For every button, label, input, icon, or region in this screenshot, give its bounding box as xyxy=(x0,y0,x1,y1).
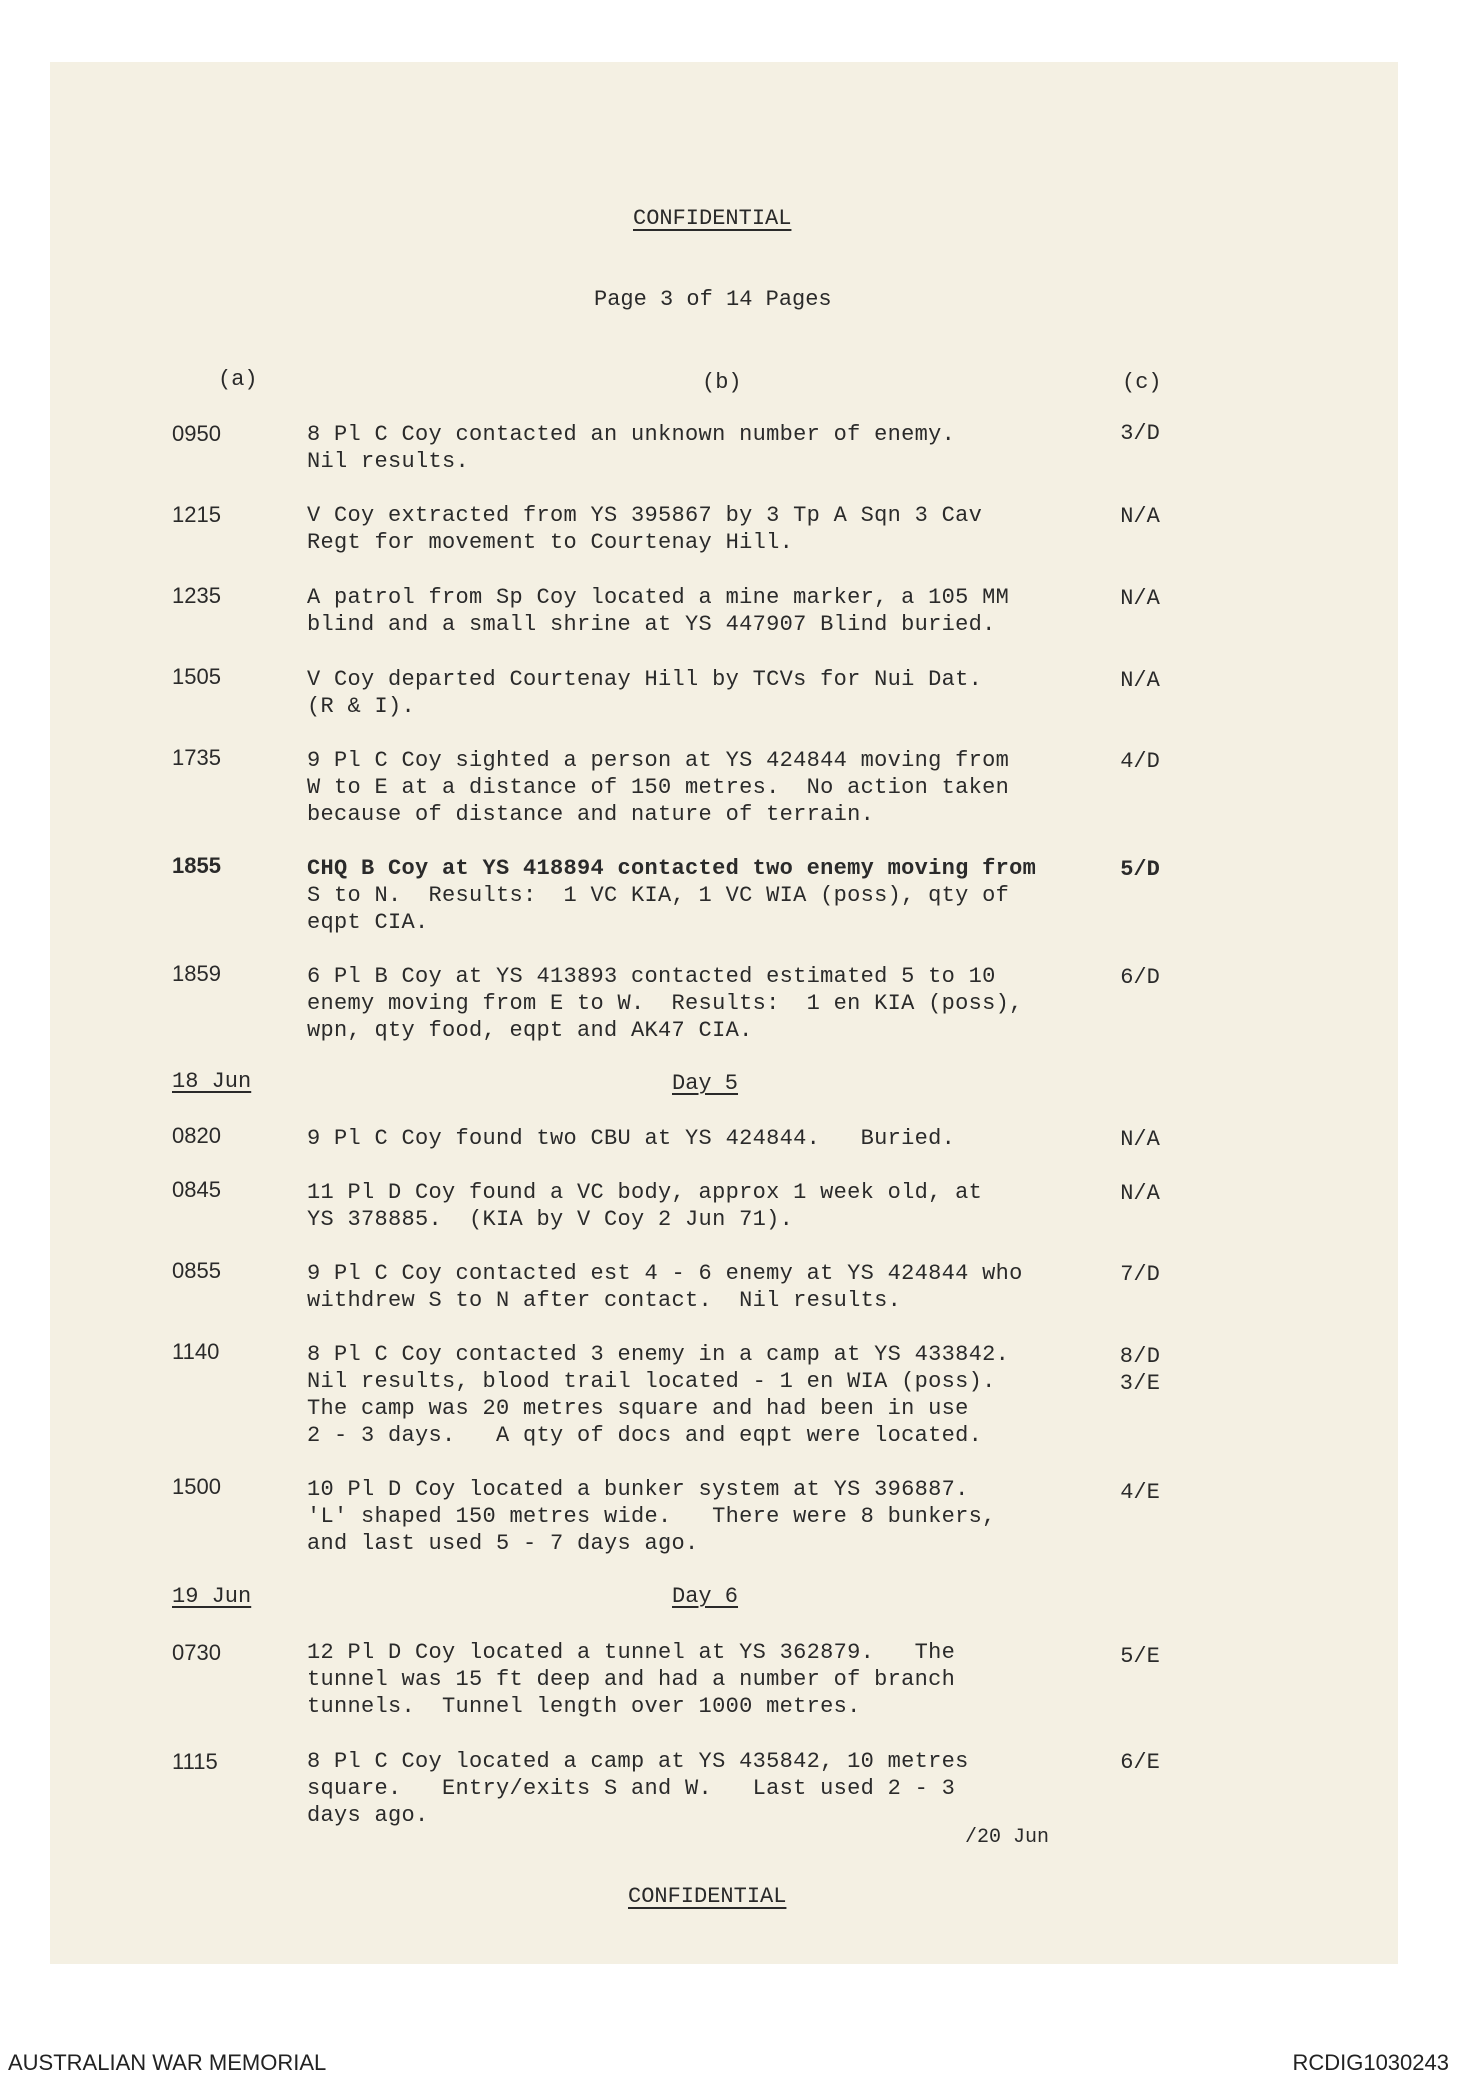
entry-ref: 3/D xyxy=(1120,421,1160,446)
entry-ref: 5/D xyxy=(1120,857,1160,882)
entry-text: 12 Pl D Coy located a tunnel at YS 362879. The tunnel was 15 ft deep and had a number of branch tunnels. Tunnel length over 1000 metres. xyxy=(307,1640,956,1719)
entry-time: 0950 xyxy=(172,421,221,446)
entry-text: CHQ B Coy at YS 418894 contacted two enemy moving from S to N. Results: 1 VC KIA, 1 VC WIA (poss), qty of eqpt CIA. xyxy=(307,856,1037,935)
entry-text: V Coy departed Courtenay Hill by TCVs for Nui Dat. (R & I). xyxy=(307,667,983,719)
entry-ref: 4/D xyxy=(1120,749,1160,774)
classification-header: CONFIDENTIAL xyxy=(633,206,792,231)
entry-ref: N/A xyxy=(1120,1127,1160,1152)
entry-text: 8 Pl C Coy contacted 3 enemy in a camp at YS 433842. Nil results, blood trail located - 1 en WIA (poss). The camp was 20 metres square and had been in use 2 - 3 days. A qty of docs and eqpt were located. xyxy=(307,1342,1010,1448)
entry-time: 0855 xyxy=(172,1258,221,1283)
archive-id: RCDIG1030243 xyxy=(1292,2050,1449,2075)
entry-time: 1735 xyxy=(172,745,221,770)
entry-time: 1215 xyxy=(172,502,221,527)
entry-ref: N/A xyxy=(1120,668,1160,693)
entry-text: 11 Pl D Coy found a VC body, approx 1 week old, at YS 378885. (KIA by V Coy 2 Jun 71). xyxy=(307,1180,983,1232)
entry-time: 0730 xyxy=(172,1640,221,1665)
entry-time: 1859 xyxy=(172,961,221,986)
entry-time: 1235 xyxy=(172,583,221,608)
entry-time: 0820 xyxy=(172,1123,221,1148)
entry-text: 9 Pl C Coy contacted est 4 - 6 enemy at YS 424844 who withdrew S to N after contact. Nil results. xyxy=(307,1261,1023,1313)
archive-credit: AUSTRALIAN WAR MEMORIAL xyxy=(8,2050,327,2075)
entry-ref: 5/E xyxy=(1120,1644,1160,1669)
entry-ref: N/A xyxy=(1120,504,1160,529)
entry-ref: 4/E xyxy=(1120,1480,1160,1505)
entry-ref: 8/D 3/E xyxy=(1119,1344,1161,1396)
entry-text: 6 Pl B Coy at YS 413893 contacted estimated 5 to 10 enemy moving from E to W. Results: 1 en KIA (poss), wpn, qty food, eqpt and AK47 CIA. xyxy=(307,964,1023,1043)
entry-text: 8 Pl C Coy contacted an unknown number of enemy. Nil results. xyxy=(307,422,956,474)
page-number: Page 3 of 14 Pages xyxy=(594,287,832,312)
column-a-heading: (a) xyxy=(218,367,258,392)
day-heading: Day 6 xyxy=(672,1584,739,1609)
date-heading: 18 Jun xyxy=(172,1069,252,1094)
entry-time: 1115 xyxy=(172,1749,218,1774)
date-heading: 19 Jun xyxy=(172,1584,252,1609)
entry-time: 1140 xyxy=(172,1339,220,1364)
entry-text: V Coy extracted from YS 395867 by 3 Tp A Sqn 3 Cav Regt for movement to Courtenay Hill. xyxy=(307,503,983,555)
column-c-heading: (c) xyxy=(1122,370,1162,395)
entry-text: 10 Pl D Coy located a bunker system at YS 396887. 'L' shaped 150 metres wide. There were 8 bunkers, and last used 5 - 7 days ago. xyxy=(307,1477,996,1556)
day-heading: Day 5 xyxy=(672,1071,739,1096)
entry-text: 8 Pl C Coy located a camp at YS 435842, 10 metres square. Entry/exits S and W. Last used 2 - 3 days ago. xyxy=(307,1749,969,1828)
entry-ref: N/A xyxy=(1120,586,1160,611)
entry-ref: 7/D xyxy=(1120,1262,1160,1287)
entry-time: 1500 xyxy=(172,1474,221,1499)
classification-footer: CONFIDENTIAL xyxy=(628,1884,787,1909)
entry-time: 1505 xyxy=(172,664,221,689)
entry-text: 9 Pl C Coy sighted a person at YS 424844 moving from W to E at a distance of 150 metres. No action taken because of distance and nature of terrain. xyxy=(307,748,1010,827)
entry-text: A patrol from Sp Coy located a mine marker, a 105 MM blind and a small shrine at YS 447907 Blind buried. xyxy=(307,585,1010,637)
entry-time: 1855 xyxy=(172,853,221,878)
continuation-note: /20 Jun xyxy=(965,1826,1050,1849)
entry-ref: 6/D xyxy=(1120,965,1160,990)
entry-ref: 6/E xyxy=(1120,1750,1160,1775)
entry-text: 9 Pl C Coy found two CBU at YS 424844. Buried. xyxy=(307,1126,956,1151)
column-b-heading: (b) xyxy=(702,370,742,395)
entry-ref: N/A xyxy=(1120,1181,1160,1206)
entry-time: 0845 xyxy=(172,1177,221,1202)
